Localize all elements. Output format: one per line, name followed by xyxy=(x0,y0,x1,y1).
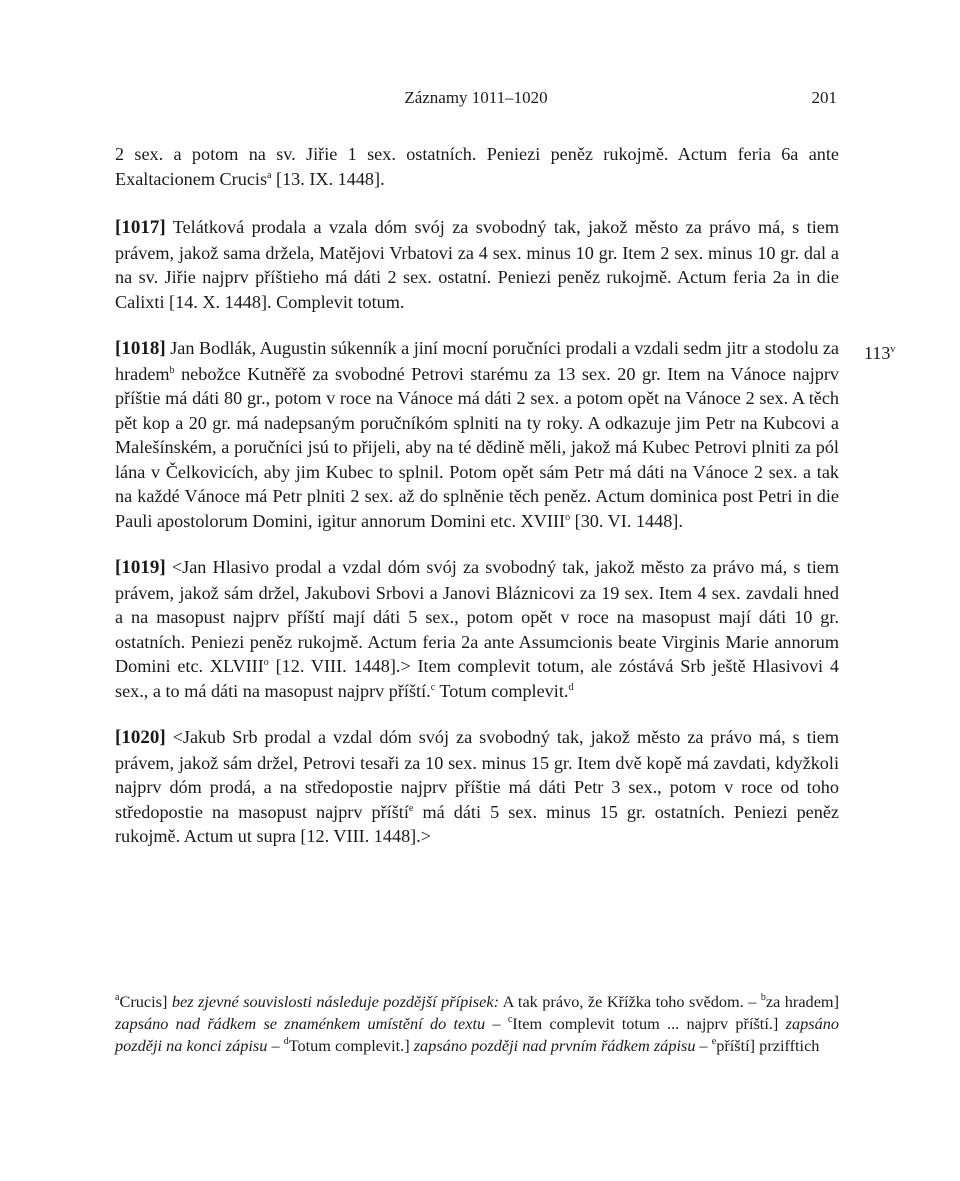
footnotes: $^a$Crucis] bez zjevné souvislosti následuje pozdější přípisek: A tak právo, že Křížka toho svědom. – $^b$za hradem] zapsáno nad řádkem se znaménkem umístění do textu – $^c$Item complevit totum ... najprv příští.] zapsáno později na konci zápisu – $^d$Totum complevit.] zapsáno později nad prvním řádkem zápisu – $^e$příští] przifftich xyxy=(115,992,840,1055)
entry-1018: [1018] Jan Bodlák, Augustin súkenník a jiní mocní poručníci prodali a vzdali sedm jitr a stodolu za hradem$^b$ nebožce Kutněřě za svobodné Petrovi starému za 13 sex. 20 gr. Item na Vánoce najprv příštie má dáti 80 gr., potom v roce na Vánoce má dáti 2 sex. a potom opět na Vánoce 2 sex. A těch pět kop a 20 gr. má nadepsaným poručníkóm splniti na ty roky. A odkazuje jim Petr na Kubcovi a Malešínském, a poručníci jsú to přijeli, aby na té dědině měli, jakož má Kubec Petrovi plniti za pól lána v Čelkovicích, aby jim Kubec to splnil. Potom opět sám Petr má dáti na Vánoce 2 sex. a tak na každé Vánoce má Petr plniti 2 sex. až do splněnie těch peněz. Actum dominica post Petri in die Pauli apostolorum Domini, igitur annorum Domini etc. XVIII$^o$ [30. VI. 1448]. xyxy=(115,338,839,531)
entry-number: [1017] xyxy=(115,217,166,238)
folio-number: 113 xyxy=(864,343,891,363)
page-number: 201 xyxy=(811,88,837,107)
folio-side: v xyxy=(890,344,896,355)
entry-continuation: 2 sex. a potom na sv. Jiřie 1 sex. ostatních. Peniezi peněz rukojmě. Actum feria 6a ante Exaltacionem Crucis$^a$ [13. IX. 1448]. xyxy=(115,144,839,189)
main-text xyxy=(115,142,839,871)
entry-number: [1018] xyxy=(115,338,166,359)
footnote-ref-e: e xyxy=(408,802,414,814)
running-title: Záznamy 1011–1020 xyxy=(404,88,548,107)
superscript-o: o xyxy=(565,511,571,523)
footnote-ref-d: d xyxy=(568,681,574,693)
entry-number: [1020] xyxy=(115,727,166,748)
superscript-o: o xyxy=(263,657,269,668)
entry-1017: [1017] Telátková prodala a vzala dóm svój za svobodný tak, jakož město za právo má, s tiem právem, jakož sama držela, Matějovi Vrbatovi za 4 sex. minus 10 gr. Item 2 sex. minus 10 gr. dal a na sv. Jiřie najprv příštieho má dáti 2 sex. ostatní. Peniezi peněz rukojmě. Actum feria 2a in die Calixti [14. X. 1448]. Complevit totum. xyxy=(115,217,839,312)
page-header xyxy=(115,88,837,114)
entry-1019: [1019] <Jan Hlasivo prodal a vzdal dóm svój za svobodný tak, jakož město za právo má, s tiem právem, jakož sám držel, Jakubovi Srbovi a Janovi Bláznicovi za 19 sex. Item 4 sex. zavdali hned a na masopust najprv příští mají dáti 5 sex., potom opět v roce na masopust mají dáti 10 gr. ostatních. Peniezi peněz rukojmě. Actum feria 2a ante Assumcionis beate Virginis Marie annorum Domini etc. XLVIII$^o$ [12. VIII. 1448].> Item complevit totum, ale zóstává Srb ještě Hlasivovi 4 sex., a to má dáti na masopust najprv příští.$^c$ Totum complevit.$^d$ xyxy=(115,557,839,701)
entry-1020: [1020] <Jakub Srb prodal a vzdal dóm svój za svobodný tak, jakož město za právo má, s tiem právem, jakož sám držel, Petrovi tesaři za 10 sex. minus 15 gr. Item dvě kopě má zavdati, kdyžkoli najprv dóm prodá, a na středopostie najprv příštie má dáti Petr 3 sex., potom v roce od toho středopostie na masopust najprv příští$^e$ má dáti 5 sex. minus 15 gr. ostatních. Peniezi peněz rukojmě. Actum ut supra [12. VIII. 1448].> xyxy=(115,727,839,846)
entry-number: [1019] xyxy=(115,557,166,578)
footnote-ref-a: a xyxy=(267,169,272,181)
folio-marker xyxy=(864,343,895,364)
footnote-ref-c: c xyxy=(430,681,436,693)
footnote-ref-b: b xyxy=(169,364,175,376)
